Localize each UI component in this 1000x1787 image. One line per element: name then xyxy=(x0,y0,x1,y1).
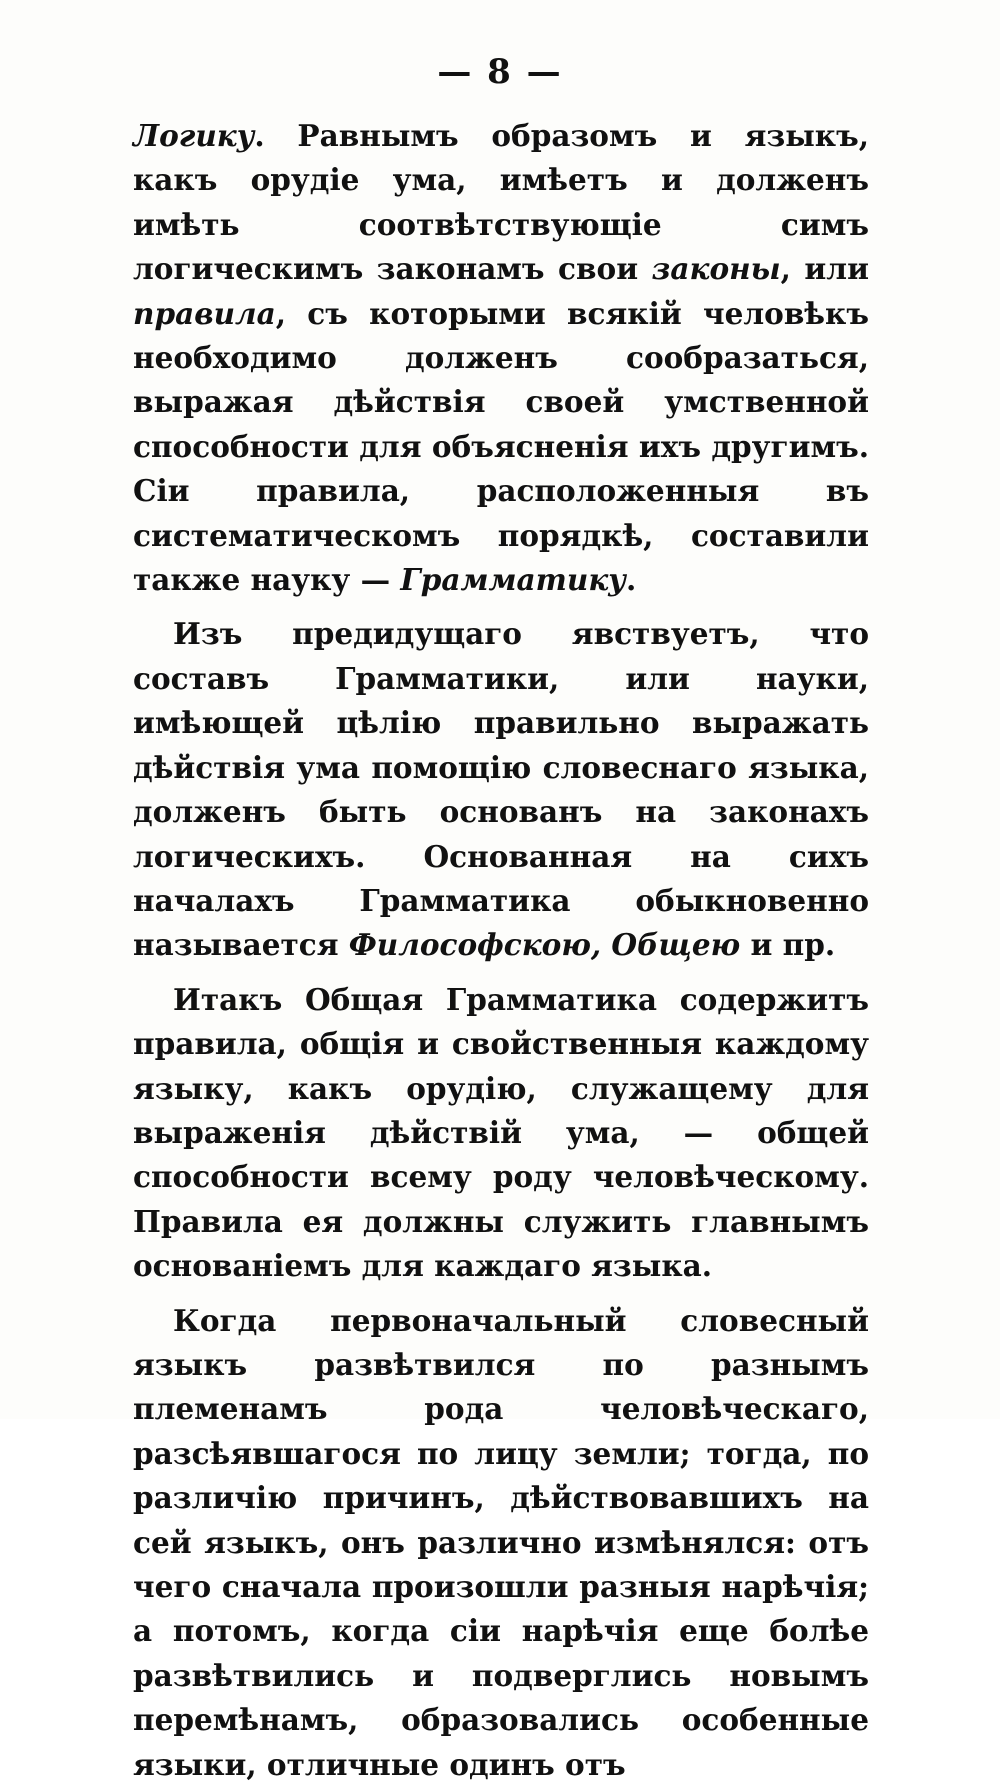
italic-term: Философскою, Общею xyxy=(348,927,741,963)
paragraph-text: , съ которыми всякій человѣкъ необходимо долженъ сообразаться, выражая дѣйствія своей умственной способности для объясненія ихъ другимъ. Сіи правила, расположенныя въ систематическомъ порядкѣ, составили также науку — xyxy=(133,295,869,598)
paragraph-text: Когда первоначальный словесный языкъ развѣтвился по разнымъ племенамъ рода человѣческаго, разсѣявшагося по лицу земли; тогда, по различію причинъ, дѣйствовавшихъ на сей языкъ, онъ различно измѣнялся: отъ чего сначала произошли разныя нарѣчія; а потомъ, когда сіи нарѣчія еще болѣе развѣтвились и подверглись новымъ перемѣнамъ, образовались особенные языки, отличные одинъ отъ xyxy=(133,1302,869,1782)
paragraph-text: и пр. xyxy=(740,927,836,963)
paragraph-3 xyxy=(133,978,869,1289)
paragraph-text: . Равнымъ образомъ и языкъ, какъ орудіе ума, имѣетъ и долженъ имѣть соотвѣтствующіе симъ логическимъ законамъ свои xyxy=(133,118,869,287)
italic-term: законы xyxy=(651,251,781,287)
italic-term: Логику xyxy=(133,118,255,153)
italic-term: правила xyxy=(133,295,276,331)
body-text xyxy=(133,114,869,1787)
paragraph-2 xyxy=(133,612,869,967)
paragraph-text: . xyxy=(625,562,637,598)
page-number: — 8 — xyxy=(437,52,563,92)
paragraph-1 xyxy=(133,114,869,602)
paragraph-4 xyxy=(133,1299,869,1787)
paragraph-text: Изъ предидущаго явствуетъ, что составъ Грамматики, или науки, имѣющей цѣлію правильно выражать дѣйствія ума помощію словеснаго языка, долженъ быть основанъ на законахъ логическихъ. Основанная на сихъ началахъ Грамматика обыкновенно называется xyxy=(133,616,869,963)
paragraph-text: Итакъ Общая Грамматика содержитъ правила, общія и свойственныя каждому языку, какъ орудію, служащему для выраженія дѣйствій ума, — общей способности всему роду человѣческому. Правила ея должны служить главнымъ основаніемъ для каждаго языка. xyxy=(133,981,869,1284)
italic-term: Грамматику xyxy=(400,562,626,598)
paragraph-text: , или xyxy=(780,251,869,287)
